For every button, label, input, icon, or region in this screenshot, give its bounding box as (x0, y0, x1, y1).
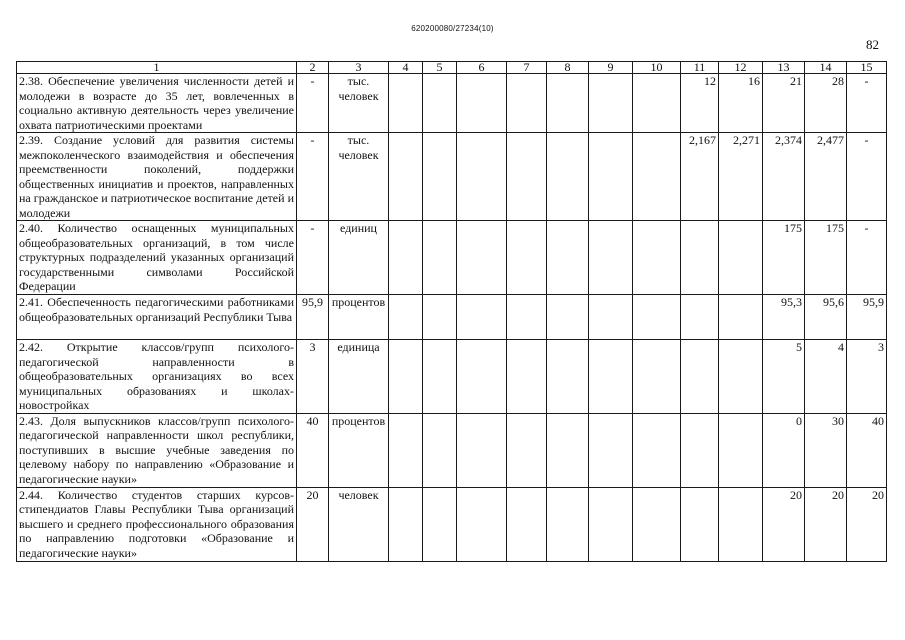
table-row (17, 340, 887, 414)
cell: 2,374 (763, 133, 805, 221)
unit: тыс. человек (329, 133, 389, 221)
table-row (17, 413, 887, 487)
cell: 20 (847, 487, 887, 561)
cell: 175 (805, 221, 847, 295)
document-id: 620200080/27234(10) (411, 24, 494, 33)
col-header: 12 (719, 62, 763, 74)
cell (507, 221, 547, 295)
cell (423, 487, 457, 561)
col-header: 15 (847, 62, 887, 74)
cell (457, 487, 507, 561)
cell (423, 413, 457, 487)
cell: 28 (805, 74, 847, 133)
table-header-row (17, 62, 887, 74)
cell: 3 (847, 340, 887, 414)
cell (423, 340, 457, 414)
cell (457, 295, 507, 340)
cell (681, 340, 719, 414)
cell (457, 413, 507, 487)
cell: 95,3 (763, 295, 805, 340)
cell (389, 340, 423, 414)
cell (547, 295, 589, 340)
col-header: 6 (457, 62, 507, 74)
unit: тыс. человек (329, 74, 389, 133)
cell (719, 295, 763, 340)
table-row (17, 221, 887, 295)
cell (389, 487, 423, 561)
col-header: 11 (681, 62, 719, 74)
cell (681, 295, 719, 340)
cell (589, 295, 633, 340)
cell (589, 133, 633, 221)
indicator-name: 2.41. Обеспеченность педагогическими работниками общеобразовательных организаций Республики Тыва (17, 295, 297, 340)
cell (507, 133, 547, 221)
cell (457, 340, 507, 414)
cell: 2,477 (805, 133, 847, 221)
cell: 175 (763, 221, 805, 295)
cell (507, 74, 547, 133)
cell (589, 221, 633, 295)
cell (719, 487, 763, 561)
base-value: 40 (297, 413, 329, 487)
unit: человек (329, 487, 389, 561)
cell (389, 133, 423, 221)
cell (507, 340, 547, 414)
col-header: 3 (329, 62, 389, 74)
cell: 20 (805, 487, 847, 561)
col-header: 9 (589, 62, 633, 74)
cell (547, 133, 589, 221)
col-header: 4 (389, 62, 423, 74)
cell: 0 (763, 413, 805, 487)
table-row (17, 133, 887, 221)
cell: 21 (763, 74, 805, 133)
cell (719, 413, 763, 487)
unit: единица (329, 340, 389, 414)
cell (633, 221, 681, 295)
cell (547, 340, 589, 414)
base-value: - (297, 133, 329, 221)
indicator-name: 2.42. Открытие классов/групп психолого-педагогической направленности в общеобразовательных организациях во всех муниципальных образованиях и школах-новостройках (17, 340, 297, 414)
base-value: - (297, 74, 329, 133)
col-header: 5 (423, 62, 457, 74)
cell (589, 340, 633, 414)
cell: 40 (847, 413, 887, 487)
cell (389, 295, 423, 340)
cell (507, 295, 547, 340)
col-header: 2 (297, 62, 329, 74)
cell (507, 413, 547, 487)
cell: 20 (763, 487, 805, 561)
cell: 2,167 (681, 133, 719, 221)
indicators-table (16, 61, 887, 562)
cell (589, 487, 633, 561)
base-value: 95,9 (297, 295, 329, 340)
table-row (17, 295, 887, 340)
cell: 5 (763, 340, 805, 414)
cell (547, 221, 589, 295)
cell (547, 487, 589, 561)
cell: 2,271 (719, 133, 763, 221)
cell (633, 340, 681, 414)
col-header: 7 (507, 62, 547, 74)
col-header: 1 (17, 62, 297, 74)
cell (457, 221, 507, 295)
col-header: 10 (633, 62, 681, 74)
col-header: 8 (547, 62, 589, 74)
table-row (17, 487, 887, 561)
cell (633, 74, 681, 133)
base-value: 3 (297, 340, 329, 414)
cell: 16 (719, 74, 763, 133)
cell (719, 340, 763, 414)
base-value: - (297, 221, 329, 295)
cell (681, 487, 719, 561)
cell: - (847, 133, 887, 221)
base-value: 20 (297, 487, 329, 561)
cell (589, 74, 633, 133)
cell (507, 487, 547, 561)
cell: - (847, 221, 887, 295)
cell (681, 413, 719, 487)
cell (633, 295, 681, 340)
unit: единиц (329, 221, 389, 295)
cell (389, 74, 423, 133)
indicator-name: 2.40. Количество оснащенных муниципальных общеобразовательных организаций, в том числе структурных подразделений указанных организаций государственными символами Российской Федерации (17, 221, 297, 295)
indicator-name: 2.43. Доля выпускников классов/групп психолого-педагогической направленности школ республики, поступивших в высшие учебные заведения по целевому набору по направлению «Образование и педагогические науки» (17, 413, 297, 487)
table-row (17, 74, 887, 133)
cell: 4 (805, 340, 847, 414)
unit: процентов (329, 295, 389, 340)
cell (457, 133, 507, 221)
cell (633, 487, 681, 561)
cell (633, 413, 681, 487)
page-number: 82 (866, 37, 879, 52)
cell: 95,6 (805, 295, 847, 340)
cell (719, 221, 763, 295)
cell (423, 221, 457, 295)
cell (389, 413, 423, 487)
cell (423, 295, 457, 340)
cell (389, 221, 423, 295)
cell (681, 221, 719, 295)
cell (423, 133, 457, 221)
col-header: 14 (805, 62, 847, 74)
indicator-name: 2.44. Количество студентов старших курсов-стипендиатов Главы Республики Тыва организаций высшего и среднего профессионального образования по направлению подготовки «Образование и педагогические науки» (17, 487, 297, 561)
cell (547, 413, 589, 487)
cell (589, 413, 633, 487)
cell: - (847, 74, 887, 133)
cell: 30 (805, 413, 847, 487)
cell (547, 74, 589, 133)
cell (457, 74, 507, 133)
cell (423, 74, 457, 133)
cell (633, 133, 681, 221)
col-header: 13 (763, 62, 805, 74)
cell: 95,9 (847, 295, 887, 340)
cell: 12 (681, 74, 719, 133)
indicator-name: 2.38. Обеспечение увеличения численности детей и молодежи в возрасте до 35 лет, вовлеченных в социально активную деятельность через увеличение охвата патриотическими проектами (17, 74, 297, 133)
indicator-name: 2.39. Создание условий для развития системы межпоколенческого взаимодействия и обеспечения преемственности поколений, поддержки общественных инициатив и проектов, направленных на гражданское и патриотическое воспитание детей и молодежи (17, 133, 297, 221)
unit: процентов (329, 413, 389, 487)
